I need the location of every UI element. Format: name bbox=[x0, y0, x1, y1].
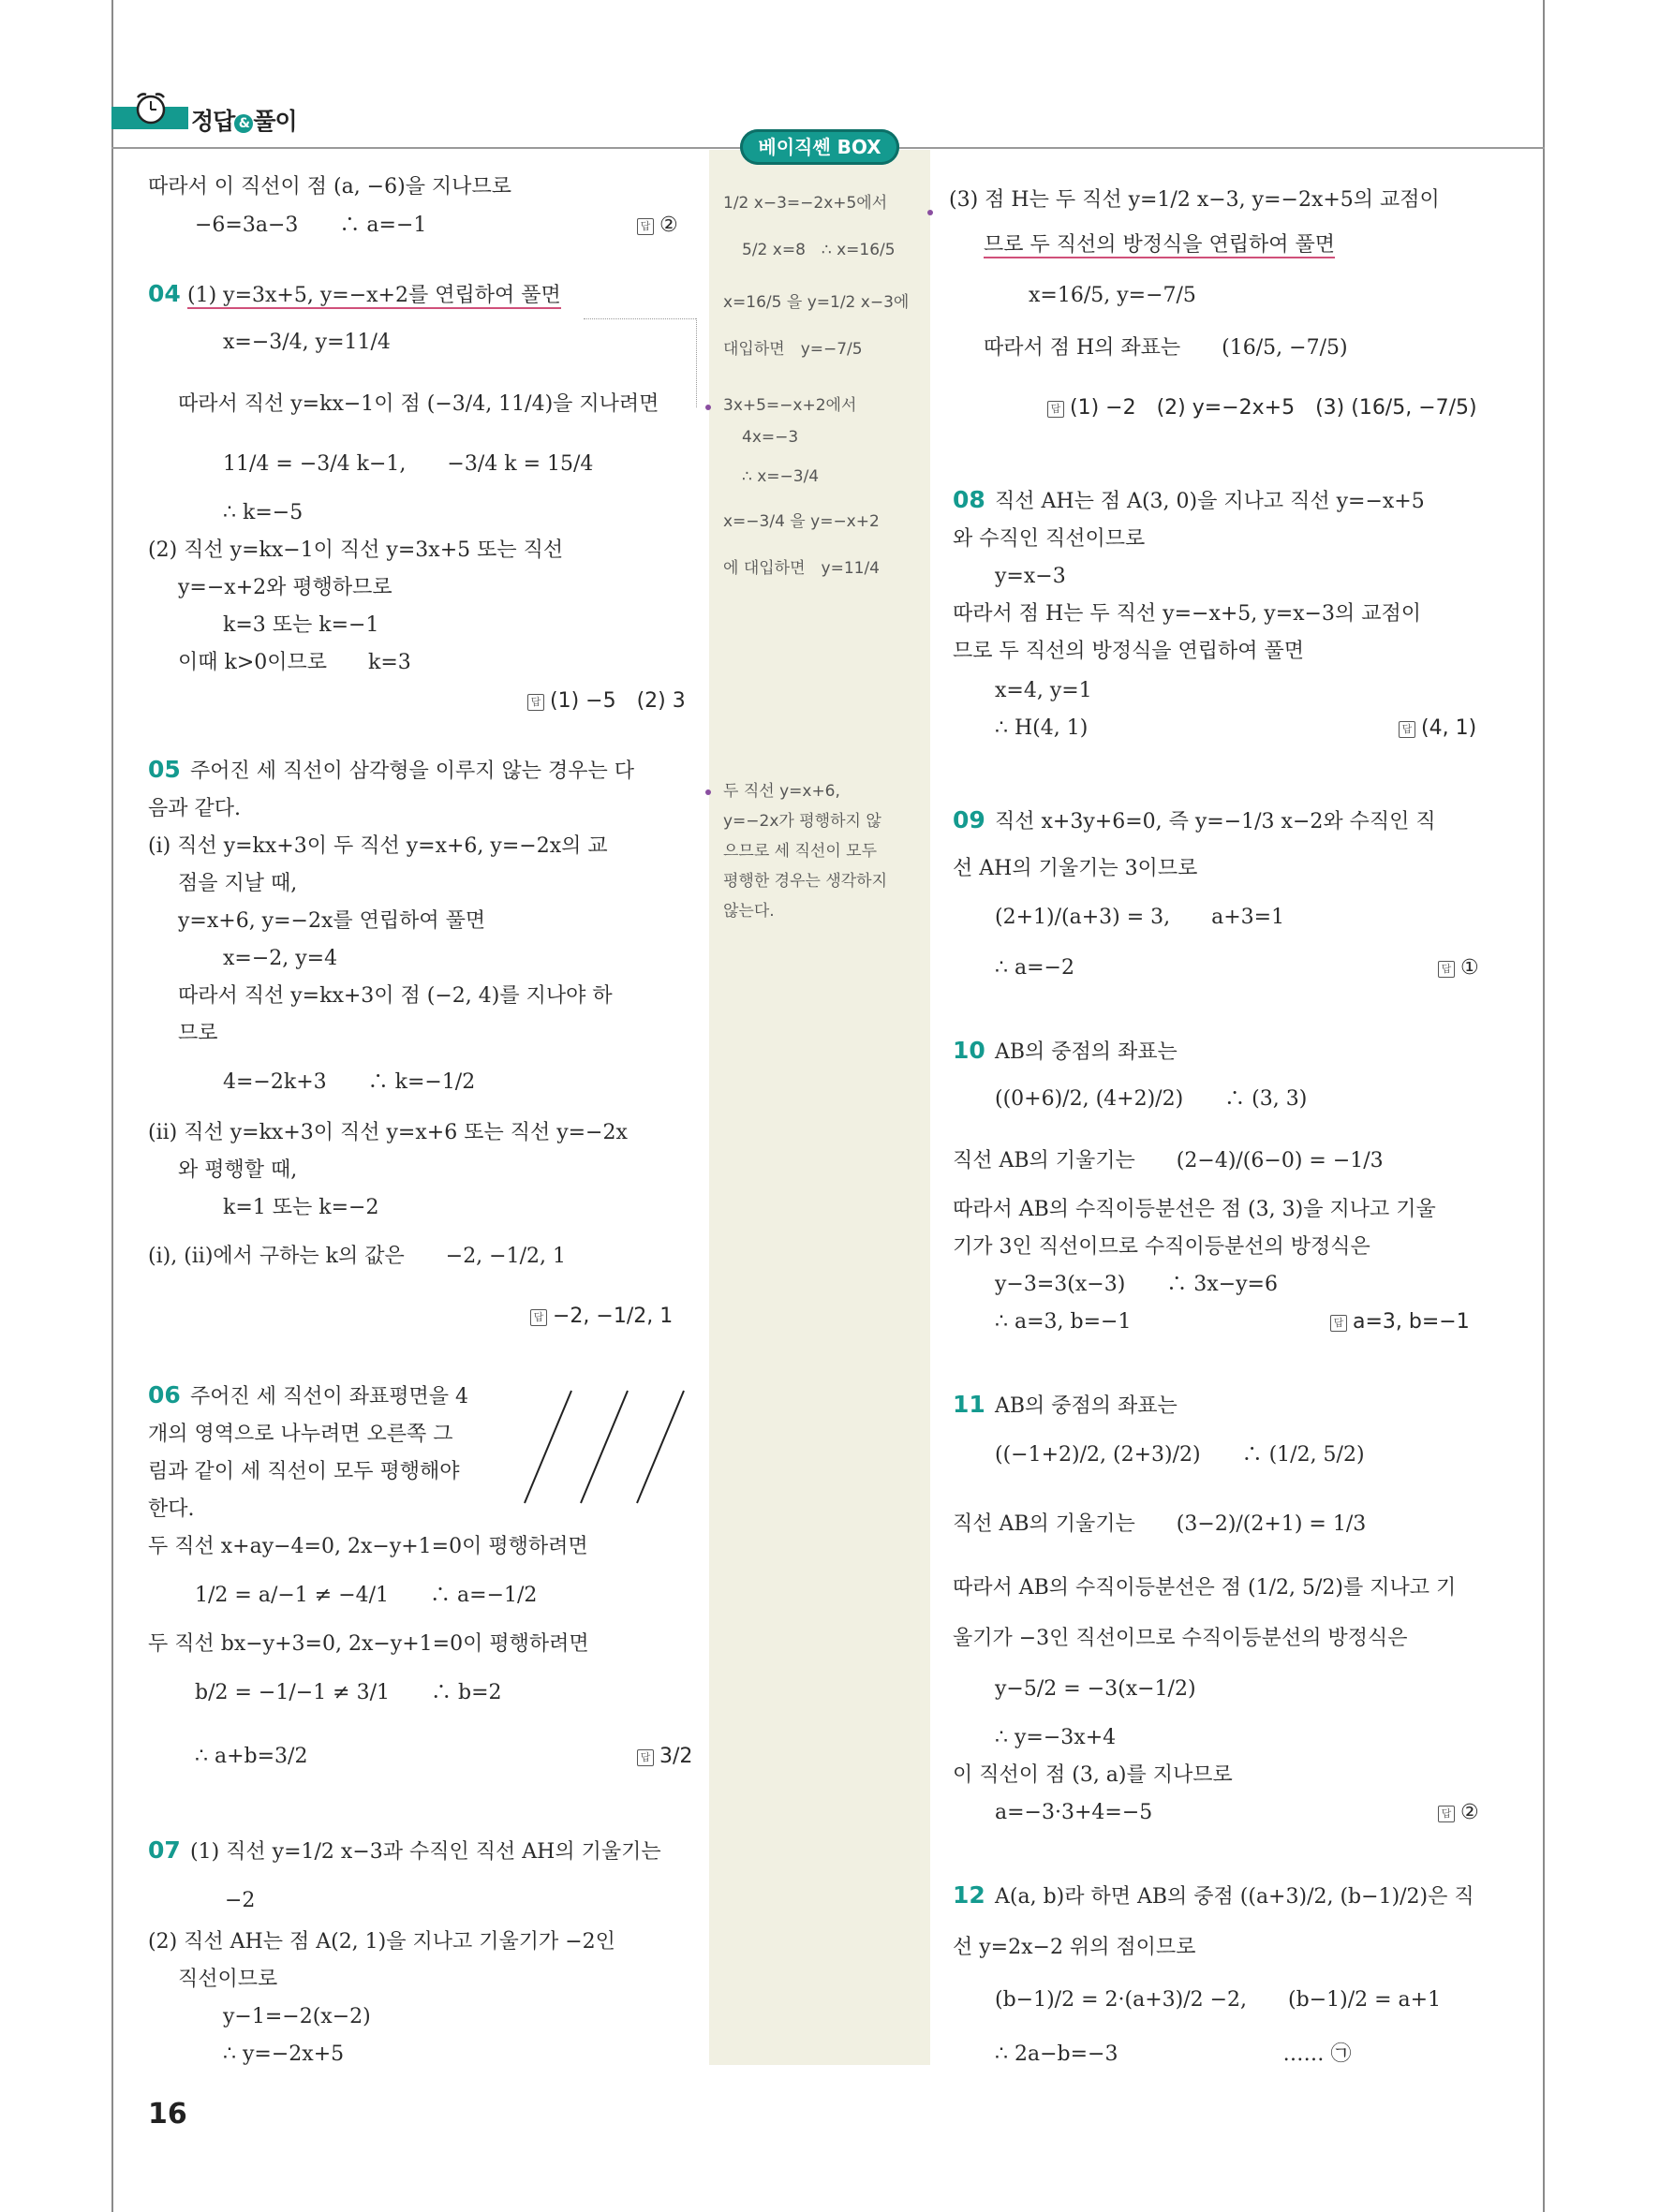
equation: (b−1)/2 = 2·(a+3)/2 −2, (b−1)/2 = a+1 bbox=[995, 1988, 1442, 2012]
text-line: 따라서 AB의 수직이등분선은 점 (1/2, 5/2)를 지나고 기 bbox=[953, 1576, 1457, 1600]
text-line: 선 y=2x−2 위의 점이므로 bbox=[953, 1936, 1196, 1959]
box-note: 3x+5=−x+2에서 bbox=[723, 396, 857, 415]
answer-icon: 답 bbox=[530, 1309, 547, 1326]
box-note: ∴ x=−3/4 bbox=[742, 467, 820, 486]
equation: y−3=3(x−3) ∴ 3x−y=6 bbox=[995, 1273, 1278, 1296]
equation: ∴ H(4, 1) bbox=[995, 716, 1089, 740]
parallel-lines-figure bbox=[520, 1386, 689, 1508]
text-line: 따라서 직선 y=kx−1이 점 (−3/4, 11/4)을 지나려면 bbox=[178, 392, 659, 416]
answer bbox=[637, 1744, 692, 1770]
text-line: 주어진 세 직선이 좌표평면을 4 bbox=[190, 1385, 468, 1408]
answer-value: a=3, b=−1 bbox=[1353, 1310, 1470, 1334]
equation: x=4, y=1 bbox=[995, 679, 1092, 702]
text-line: 이때 k>0이므로 k=3 bbox=[178, 651, 411, 674]
equation: −6=3a−3 ∴ a=−1 bbox=[195, 214, 427, 237]
problem-number: 07 bbox=[148, 1836, 181, 1864]
box-note: 으므로 세 직선이 모두 bbox=[723, 842, 878, 861]
alarm-clock-icon bbox=[133, 90, 169, 125]
answer bbox=[1047, 395, 1477, 421]
answer-icon: 답 bbox=[1047, 401, 1064, 418]
title-answer: 정답 bbox=[191, 108, 235, 135]
answer-icon: 답 bbox=[637, 218, 654, 235]
equation: k=1 또는 k=−2 bbox=[223, 1196, 379, 1219]
box-pointer-dot bbox=[705, 789, 711, 795]
text-line: 림과 같이 세 직선이 모두 평행해야 bbox=[148, 1460, 460, 1483]
text-line: 직선 x+3y+6=0, 즉 y=−1/3 x−2와 수직인 직 bbox=[995, 810, 1436, 833]
answer-value: (1) −5 (2) 3 bbox=[550, 689, 686, 713]
equation: ∴ 2a−b=−3 …… ㉠ bbox=[995, 2042, 1352, 2066]
text-line: 따라서 점 H의 좌표는 (16/5, −7/5) bbox=[984, 336, 1348, 360]
text-line: AB의 중점의 좌표는 bbox=[995, 1394, 1178, 1418]
text-line: (2) 직선 AH는 점 A(2, 1)을 지나고 기울기가 −2인 bbox=[148, 1930, 615, 1954]
text-line: y=−x+2와 평행하므로 bbox=[178, 576, 393, 599]
answer bbox=[1399, 715, 1476, 742]
section-title bbox=[191, 103, 297, 137]
box-note: 1/2 x−3=−2x+5에서 bbox=[723, 194, 888, 213]
text-line: 음과 같다. bbox=[148, 797, 241, 820]
answer-icon: 답 bbox=[527, 694, 544, 711]
equation: ((0+6)/2, (4+2)/2) ∴ (3, 3) bbox=[995, 1087, 1308, 1111]
text-line: 두 직선 bx−y+3=0, 2x−y+1=0이 평행하려면 bbox=[148, 1632, 589, 1656]
equation: 1/2 = a/−1 ≠ −4/1 ∴ a=−1/2 bbox=[195, 1584, 538, 1607]
highlighted-text: 므로 두 직선의 방정식을 연립하여 풀면 bbox=[984, 233, 1335, 257]
equation: ∴ y=−3x+4 bbox=[995, 1726, 1117, 1749]
answer bbox=[1438, 1800, 1479, 1826]
equation: ((−1+2)/2, (2+3)/2) ∴ (1/2, 5/2) bbox=[995, 1443, 1365, 1467]
text-line: 므로 bbox=[178, 1022, 218, 1045]
text-line: A(a, b)라 하면 AB의 중점 ((a+3)/2, (b−1)/2)은 직 bbox=[995, 1885, 1474, 1909]
text-line: (i), (ii)에서 구하는 k의 값은 −2, −1/2, 1 bbox=[148, 1245, 566, 1268]
text-line: 와 평행할 때, bbox=[178, 1158, 298, 1182]
box-note: 평행한 경우는 생각하지 bbox=[723, 872, 888, 891]
box-pointer bbox=[696, 318, 697, 407]
answer-icon: 답 bbox=[1438, 961, 1455, 978]
text-line: 주어진 세 직선이 삼각형을 이루지 않는 경우는 다 bbox=[190, 759, 634, 783]
problem-number: 08 bbox=[953, 486, 985, 513]
text-line: 이 직선이 점 (3, a)를 지나므로 bbox=[953, 1763, 1233, 1787]
problem-number: 11 bbox=[953, 1391, 985, 1418]
text-line: 선 AH의 기울기는 3이므로 bbox=[953, 857, 1198, 880]
answer bbox=[1330, 1309, 1470, 1335]
equation: −2 bbox=[225, 1889, 256, 1912]
answer-icon: 답 bbox=[637, 1749, 654, 1766]
answer-icon: 답 bbox=[1399, 721, 1415, 738]
box-pointer-dot bbox=[927, 210, 933, 215]
basic-box-badge: 베이직쎈 BOX bbox=[740, 129, 899, 165]
text-line: 따라서 이 직선이 점 (a, −6)을 지나므로 bbox=[148, 175, 511, 199]
text-line bbox=[187, 283, 561, 309]
answer bbox=[1438, 955, 1479, 981]
equation: x=−3/4, y=11/4 bbox=[223, 331, 391, 354]
equation: ∴ a=−2 bbox=[995, 956, 1074, 980]
text-line: (3) 점 H는 두 직선 y=1/2 x−3, y=−2x+5의 교점이 bbox=[949, 188, 1440, 212]
box-note: 4x=−3 bbox=[742, 428, 799, 447]
text-line: 기가 3인 직선이므로 수직이등분선의 방정식은 bbox=[953, 1235, 1370, 1259]
equation: a=−3·3+4=−5 bbox=[995, 1801, 1153, 1824]
equation: ∴ y=−2x+5 bbox=[223, 2042, 345, 2066]
box-note: 않는다. bbox=[723, 902, 775, 921]
equation: 4=−2k+3 ∴ k=−1/2 bbox=[223, 1070, 476, 1094]
answer-value: (1) −2 (2) y=−2x+5 (3) (16/5, −7/5) bbox=[1070, 396, 1477, 420]
answer-value: ② bbox=[1460, 1801, 1479, 1824]
text-line: 두 직선 x+ay−4=0, 2x−y+1=0이 평행하려면 bbox=[148, 1535, 588, 1558]
box-note: x=−3/4 을 y=−x+2 bbox=[723, 512, 880, 531]
box-pointer bbox=[584, 318, 696, 319]
highlighted-text: (1) y=3x+5, y=−x+2를 연립하여 풀면 bbox=[187, 284, 561, 307]
problem-number: 04 bbox=[148, 280, 181, 307]
answer-icon: 답 bbox=[1438, 1806, 1455, 1822]
box-note: x=16/5 을 y=1/2 x−3에 bbox=[723, 293, 910, 312]
equation: ∴ a=3, b=−1 bbox=[995, 1310, 1132, 1334]
text-line: 와 수직인 직선이므로 bbox=[953, 527, 1146, 551]
box-pointer-dot bbox=[705, 405, 711, 410]
text-line: 므로 두 직선의 방정식을 연립하여 풀면 bbox=[953, 640, 1304, 663]
title-amp: & bbox=[234, 114, 253, 133]
answer bbox=[530, 1304, 673, 1330]
answer-icon: 답 bbox=[1330, 1315, 1347, 1332]
equation: b/2 = −1/−1 ≠ 3/1 ∴ b=2 bbox=[195, 1681, 502, 1704]
box-note: y=−2x가 평행하지 않 bbox=[723, 812, 881, 831]
text-line: (i) 직선 y=kx+3이 두 직선 y=x+6, y=−2x의 교 bbox=[148, 834, 608, 858]
text-line bbox=[984, 232, 1335, 258]
text-line: (ii) 직선 y=kx+3이 직선 y=x+6 또는 직선 y=−2x bbox=[148, 1121, 628, 1144]
text-line: (1) 직선 y=1/2 x−3과 수직인 직선 AH의 기울기는 bbox=[190, 1840, 661, 1864]
answer-value: (4, 1) bbox=[1421, 716, 1477, 740]
text-line: 직선 AB의 기울기는 (3−2)/(2+1) = 1/3 bbox=[953, 1512, 1367, 1536]
equation: k=3 또는 k=−1 bbox=[223, 613, 379, 637]
text-line: 따라서 AB의 수직이등분선은 점 (3, 3)을 지나고 기울 bbox=[953, 1198, 1436, 1221]
text-line: 직선 AH는 점 A(3, 0)을 지나고 직선 y=−x+5 bbox=[995, 490, 1425, 513]
equation: ∴ k=−5 bbox=[223, 501, 304, 524]
box-note: 5/2 x=8 ∴ x=16/5 bbox=[742, 241, 896, 259]
equation: (2+1)/(a+3) = 3, a+3=1 bbox=[995, 906, 1285, 929]
answer-value: −2, −1/2, 1 bbox=[553, 1305, 674, 1328]
text-line: y=x+6, y=−2x를 연립하여 풀면 bbox=[178, 909, 486, 933]
equation: x=16/5, y=−7/5 bbox=[1029, 284, 1196, 307]
text-line: AB의 중점의 좌표는 bbox=[995, 1040, 1178, 1064]
text-line: 점을 지날 때, bbox=[178, 872, 298, 895]
title-solution: 풀이 bbox=[253, 108, 297, 135]
equation: ∴ a+b=3/2 bbox=[195, 1745, 308, 1768]
equation: y−5/2 = −3(x−1/2) bbox=[995, 1677, 1196, 1701]
problem-number: 06 bbox=[148, 1381, 181, 1408]
text-line: (2) 직선 y=kx−1이 직선 y=3x+5 또는 직선 bbox=[148, 538, 564, 562]
equation: y−1=−2(x−2) bbox=[223, 2005, 371, 2028]
problem-number: 09 bbox=[953, 806, 985, 833]
page-number: 16 bbox=[148, 2098, 187, 2131]
box-note: 대입하면 y=−7/5 bbox=[723, 340, 863, 359]
problem-number: 12 bbox=[953, 1881, 985, 1909]
text-line: 개의 영역으로 나누려면 오른쪽 그 bbox=[148, 1423, 453, 1446]
box-note: 에 대입하면 y=11/4 bbox=[723, 559, 880, 578]
answer bbox=[637, 213, 678, 239]
text-line: 울기가 −3인 직선이므로 수직이등분선의 방정식은 bbox=[953, 1627, 1408, 1650]
box-note: 두 직선 y=x+6, bbox=[723, 782, 840, 801]
equation: x=−2, y=4 bbox=[223, 947, 338, 970]
problem-number: 10 bbox=[953, 1037, 985, 1064]
answer-value: ① bbox=[1460, 956, 1479, 980]
answer-value: ② bbox=[659, 214, 678, 237]
problem-number: 05 bbox=[148, 756, 181, 783]
text-line: 따라서 직선 y=kx+3이 점 (−2, 4)를 지나야 하 bbox=[178, 984, 613, 1008]
answer bbox=[527, 688, 686, 715]
text-line: 한다. bbox=[148, 1497, 195, 1521]
answer-value: 3/2 bbox=[659, 1745, 693, 1768]
equation: 11/4 = −3/4 k−1, −3/4 k = 15/4 bbox=[223, 452, 594, 476]
equation: y=x−3 bbox=[995, 565, 1066, 588]
text-line: 직선 AB의 기울기는 (2−4)/(6−0) = −1/3 bbox=[953, 1149, 1384, 1172]
text-line: 따라서 점 H는 두 직선 y=−x+5, y=x−3의 교점이 bbox=[953, 602, 1421, 626]
text-line: 직선이므로 bbox=[178, 1968, 278, 1991]
